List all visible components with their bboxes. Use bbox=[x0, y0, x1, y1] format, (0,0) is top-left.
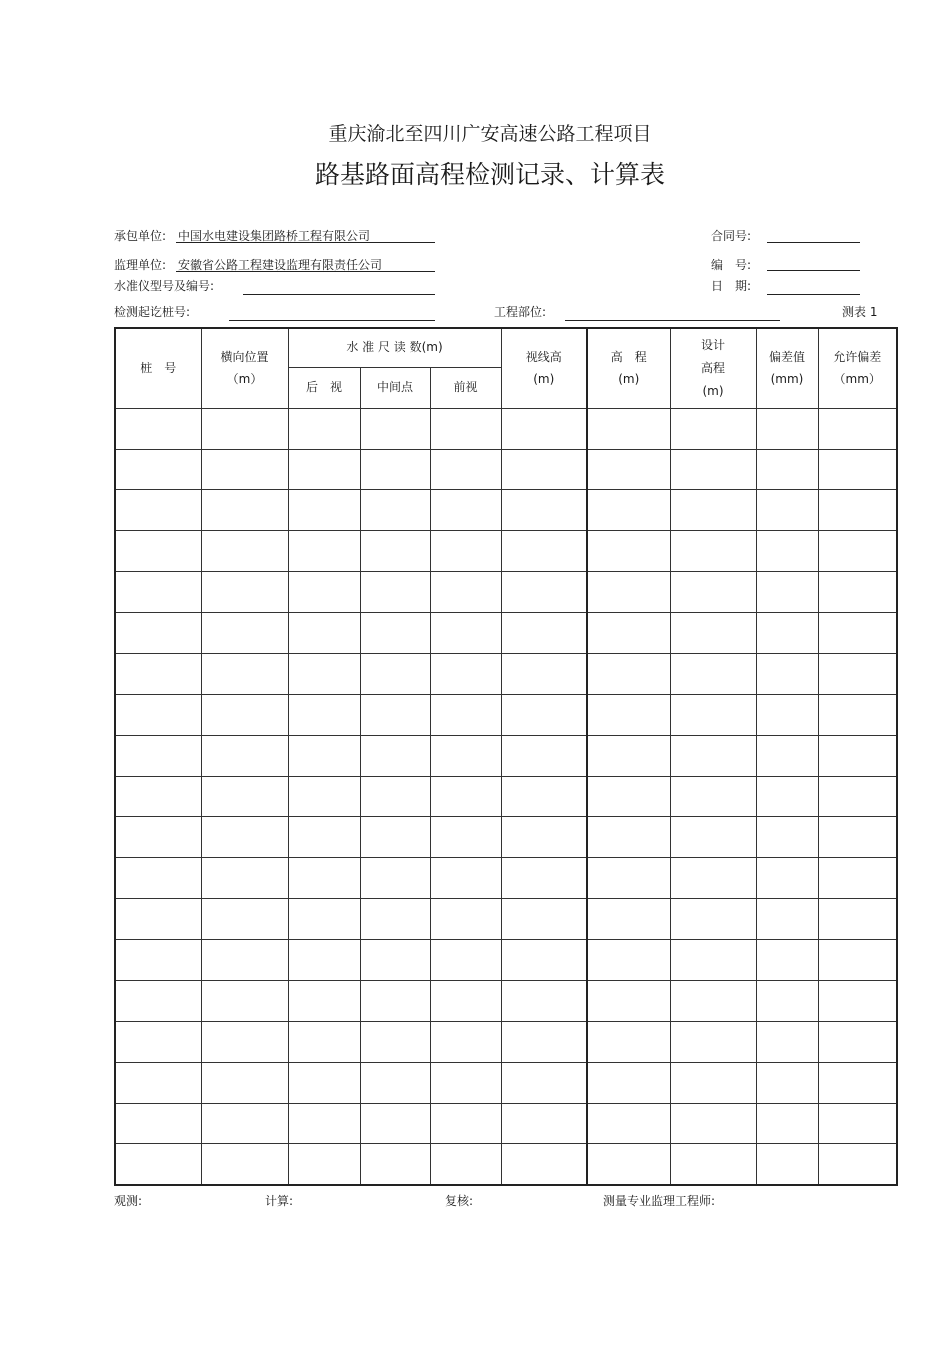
table-cell[interactable] bbox=[288, 940, 360, 981]
table-cell[interactable] bbox=[360, 1021, 430, 1062]
table-cell[interactable] bbox=[360, 449, 430, 490]
table-cell[interactable] bbox=[288, 490, 360, 531]
number-field[interactable] bbox=[767, 270, 860, 271]
table-cell[interactable] bbox=[756, 735, 818, 776]
table-cell[interactable] bbox=[501, 490, 587, 531]
table-cell[interactable] bbox=[430, 735, 501, 776]
table-cell[interactable] bbox=[670, 858, 756, 899]
table-cell[interactable] bbox=[756, 980, 818, 1021]
table-cell[interactable] bbox=[360, 735, 430, 776]
table-cell[interactable] bbox=[201, 408, 288, 449]
table-cell[interactable] bbox=[201, 1021, 288, 1062]
engineer-label: 测量专业监理工程师: bbox=[603, 1194, 716, 1208]
table-cell[interactable] bbox=[501, 940, 587, 981]
table-cell[interactable] bbox=[288, 776, 360, 817]
table-cell[interactable] bbox=[360, 531, 430, 572]
table-cell[interactable] bbox=[360, 694, 430, 735]
table-cell[interactable] bbox=[430, 776, 501, 817]
header-elevation: 高 程 (m) bbox=[587, 328, 670, 408]
calculator-label: 计算: bbox=[265, 1194, 294, 1208]
table-row bbox=[115, 449, 897, 490]
table-cell[interactable] bbox=[360, 1062, 430, 1103]
table-cell[interactable] bbox=[818, 899, 897, 940]
supervisor-label: 监理单位: bbox=[114, 258, 167, 272]
table-cell[interactable] bbox=[288, 694, 360, 735]
table-cell[interactable] bbox=[587, 858, 670, 899]
table-cell[interactable] bbox=[756, 1021, 818, 1062]
date-field[interactable] bbox=[767, 294, 860, 295]
table-cell[interactable] bbox=[288, 1021, 360, 1062]
table-cell[interactable] bbox=[360, 899, 430, 940]
table-cell[interactable] bbox=[818, 408, 897, 449]
table-cell[interactable] bbox=[501, 1144, 587, 1185]
table-row bbox=[115, 899, 897, 940]
table-cell[interactable] bbox=[587, 940, 670, 981]
table-cell[interactable] bbox=[818, 980, 897, 1021]
table-cell[interactable] bbox=[818, 653, 897, 694]
table-cell[interactable] bbox=[201, 490, 288, 531]
table-cell[interactable] bbox=[201, 449, 288, 490]
table-row bbox=[115, 980, 897, 1021]
table-cell[interactable] bbox=[756, 653, 818, 694]
table-cell[interactable] bbox=[201, 531, 288, 572]
table-cell[interactable] bbox=[670, 613, 756, 654]
table-cell[interactable] bbox=[501, 449, 587, 490]
table-cell[interactable] bbox=[670, 653, 756, 694]
contractor-underline bbox=[176, 242, 435, 243]
table-cell[interactable] bbox=[201, 572, 288, 613]
table-cell[interactable] bbox=[818, 1062, 897, 1103]
table-cell[interactable] bbox=[670, 1103, 756, 1144]
table-cell[interactable] bbox=[587, 776, 670, 817]
table-cell[interactable] bbox=[360, 776, 430, 817]
table-cell[interactable] bbox=[501, 817, 587, 858]
table-cell[interactable] bbox=[288, 735, 360, 776]
table-cell[interactable] bbox=[288, 899, 360, 940]
table-cell[interactable] bbox=[501, 776, 587, 817]
project-name: 重庆渝北至四川广安高速公路工程项目 bbox=[328, 123, 652, 145]
table-cell[interactable] bbox=[587, 1062, 670, 1103]
table-cell[interactable] bbox=[587, 1144, 670, 1185]
table-cell[interactable] bbox=[818, 940, 897, 981]
station-range-field[interactable] bbox=[229, 320, 435, 321]
table-cell[interactable] bbox=[201, 776, 288, 817]
table-cell[interactable] bbox=[501, 572, 587, 613]
table-cell[interactable] bbox=[201, 653, 288, 694]
table-cell[interactable] bbox=[501, 1021, 587, 1062]
level-label: 水准仪型号及编号: bbox=[114, 279, 215, 293]
header-backsight: 后 视 bbox=[288, 367, 360, 408]
table-cell[interactable] bbox=[115, 1062, 201, 1103]
table-body bbox=[115, 328, 897, 1185]
table-cell[interactable] bbox=[818, 1103, 897, 1144]
table-cell[interactable] bbox=[201, 1103, 288, 1144]
table-cell[interactable] bbox=[670, 449, 756, 490]
table-cell[interactable] bbox=[288, 817, 360, 858]
table-cell[interactable] bbox=[115, 817, 201, 858]
header-intermediate: 中间点 bbox=[360, 367, 430, 408]
table-cell[interactable] bbox=[201, 613, 288, 654]
table-cell[interactable] bbox=[756, 490, 818, 531]
table-cell[interactable] bbox=[501, 694, 587, 735]
table-cell[interactable] bbox=[670, 1062, 756, 1103]
table-cell[interactable] bbox=[430, 899, 501, 940]
table-cell[interactable] bbox=[818, 817, 897, 858]
table-cell[interactable] bbox=[501, 980, 587, 1021]
table-cell[interactable] bbox=[201, 735, 288, 776]
table-cell[interactable] bbox=[360, 572, 430, 613]
table-cell[interactable] bbox=[756, 776, 818, 817]
table-cell[interactable] bbox=[670, 694, 756, 735]
table-cell[interactable] bbox=[756, 817, 818, 858]
table-cell[interactable] bbox=[360, 613, 430, 654]
table-cell[interactable] bbox=[818, 858, 897, 899]
table-cell[interactable] bbox=[288, 613, 360, 654]
table-cell[interactable] bbox=[430, 1062, 501, 1103]
header-deviation: 偏差值 (mm) bbox=[756, 328, 818, 408]
table-cell[interactable] bbox=[501, 613, 587, 654]
table-cell[interactable] bbox=[201, 980, 288, 1021]
table-cell[interactable] bbox=[360, 817, 430, 858]
table-cell[interactable] bbox=[501, 1103, 587, 1144]
table-cell[interactable] bbox=[587, 1021, 670, 1062]
table-cell[interactable] bbox=[430, 980, 501, 1021]
table-cell[interactable] bbox=[115, 694, 201, 735]
table-cell[interactable] bbox=[430, 1103, 501, 1144]
header-sightline: 视线高 (m) bbox=[501, 328, 587, 408]
table-cell[interactable] bbox=[818, 449, 897, 490]
contract-no-label: 合同号: bbox=[711, 229, 752, 243]
table-cell[interactable] bbox=[587, 899, 670, 940]
table-row bbox=[115, 531, 897, 572]
table-cell[interactable] bbox=[288, 858, 360, 899]
table-cell[interactable] bbox=[670, 940, 756, 981]
level-field[interactable] bbox=[243, 294, 435, 295]
table-cell[interactable] bbox=[201, 1144, 288, 1185]
table-cell[interactable] bbox=[670, 980, 756, 1021]
table-cell[interactable] bbox=[670, 490, 756, 531]
table-cell[interactable] bbox=[501, 408, 587, 449]
table-row bbox=[115, 408, 897, 449]
table-cell[interactable] bbox=[430, 694, 501, 735]
table-cell[interactable] bbox=[587, 817, 670, 858]
table-cell[interactable] bbox=[360, 980, 430, 1021]
table-cell[interactable] bbox=[587, 694, 670, 735]
number-label: 编 号: bbox=[711, 258, 752, 272]
table-cell[interactable] bbox=[360, 940, 430, 981]
table-cell[interactable] bbox=[360, 490, 430, 531]
table-cell[interactable] bbox=[587, 735, 670, 776]
table-cell[interactable] bbox=[115, 613, 201, 654]
table-cell[interactable] bbox=[115, 449, 201, 490]
table-cell[interactable] bbox=[818, 531, 897, 572]
table-cell[interactable] bbox=[115, 899, 201, 940]
table-cell[interactable] bbox=[756, 694, 818, 735]
table-cell[interactable] bbox=[360, 858, 430, 899]
table-cell[interactable] bbox=[201, 899, 288, 940]
table-cell[interactable] bbox=[501, 1062, 587, 1103]
table-cell[interactable] bbox=[670, 572, 756, 613]
table-cell[interactable] bbox=[201, 858, 288, 899]
table-cell[interactable] bbox=[670, 1021, 756, 1062]
table-cell[interactable] bbox=[501, 735, 587, 776]
table-cell[interactable] bbox=[201, 817, 288, 858]
header-design-elevation: 设计 高程 (m) bbox=[670, 328, 756, 408]
table-cell[interactable] bbox=[288, 531, 360, 572]
observer-label: 观测: bbox=[114, 1194, 143, 1208]
table-row bbox=[115, 858, 897, 899]
table-cell[interactable] bbox=[756, 1144, 818, 1185]
table-row bbox=[115, 1021, 897, 1062]
table-row bbox=[115, 735, 897, 776]
table-cell[interactable] bbox=[818, 1021, 897, 1062]
table-cell[interactable] bbox=[756, 858, 818, 899]
table-row bbox=[115, 694, 897, 735]
table-cell[interactable] bbox=[670, 735, 756, 776]
date-label: 日 期: bbox=[711, 279, 752, 293]
form-title: 路基路面高程检测记录、计算表 bbox=[314, 160, 665, 189]
elevation-table bbox=[114, 327, 898, 1186]
table-cell[interactable] bbox=[587, 980, 670, 1021]
table-cell[interactable] bbox=[115, 1021, 201, 1062]
table-cell[interactable] bbox=[115, 572, 201, 613]
table-cell[interactable] bbox=[201, 694, 288, 735]
table-cell[interactable] bbox=[818, 1144, 897, 1185]
table-cell[interactable] bbox=[430, 613, 501, 654]
table-cell[interactable] bbox=[756, 1062, 818, 1103]
table-cell[interactable] bbox=[430, 1144, 501, 1185]
table-cell[interactable] bbox=[115, 1103, 201, 1144]
table-cell[interactable] bbox=[360, 1103, 430, 1144]
table-cell[interactable] bbox=[501, 858, 587, 899]
table-cell[interactable] bbox=[756, 408, 818, 449]
table-cell[interactable] bbox=[818, 694, 897, 735]
table-cell[interactable] bbox=[756, 1103, 818, 1144]
station-range-label: 检测起讫桩号: bbox=[114, 305, 191, 319]
table-cell[interactable] bbox=[756, 899, 818, 940]
contract-no-field[interactable] bbox=[767, 242, 860, 243]
table-cell[interactable] bbox=[288, 1062, 360, 1103]
table-cell[interactable] bbox=[670, 899, 756, 940]
table-cell[interactable] bbox=[587, 613, 670, 654]
table-cell[interactable] bbox=[818, 613, 897, 654]
table-cell[interactable] bbox=[430, 490, 501, 531]
table-row bbox=[115, 1103, 897, 1144]
supervisor-underline bbox=[176, 271, 435, 272]
table-cell[interactable] bbox=[756, 940, 818, 981]
table-cell[interactable] bbox=[430, 817, 501, 858]
table-cell[interactable] bbox=[430, 531, 501, 572]
table-cell[interactable] bbox=[115, 490, 201, 531]
table-cell[interactable] bbox=[430, 572, 501, 613]
table-cell[interactable] bbox=[756, 531, 818, 572]
table-cell[interactable] bbox=[430, 408, 501, 449]
table-cell[interactable] bbox=[501, 653, 587, 694]
table-cell[interactable] bbox=[360, 653, 430, 694]
table-row bbox=[115, 817, 897, 858]
header-staff-reading: 水 准 尺 读 数(m) bbox=[288, 328, 501, 367]
table-cell[interactable] bbox=[288, 1103, 360, 1144]
table-cell[interactable] bbox=[587, 572, 670, 613]
table-cell[interactable] bbox=[756, 449, 818, 490]
supervisor-value: 安徽省公路工程建设监理有限责任公司 bbox=[178, 258, 383, 272]
table-cell[interactable] bbox=[587, 449, 670, 490]
table-cell[interactable] bbox=[670, 408, 756, 449]
table-cell[interactable] bbox=[115, 858, 201, 899]
table-cell[interactable] bbox=[756, 572, 818, 613]
table-cell[interactable] bbox=[670, 531, 756, 572]
table-cell[interactable] bbox=[115, 940, 201, 981]
header-lateral: 横向位置 （m） bbox=[201, 328, 288, 408]
table-cell[interactable] bbox=[818, 776, 897, 817]
table-cell[interactable] bbox=[818, 572, 897, 613]
table-cell[interactable] bbox=[288, 572, 360, 613]
work-part-label: 工程部位: bbox=[494, 305, 547, 319]
table-cell[interactable] bbox=[360, 1144, 430, 1185]
table-cell[interactable] bbox=[201, 1062, 288, 1103]
table-cell[interactable] bbox=[430, 449, 501, 490]
table-cell[interactable] bbox=[288, 653, 360, 694]
reviewer-label: 复核: bbox=[445, 1194, 474, 1208]
table-cell[interactable] bbox=[360, 408, 430, 449]
table-cell[interactable] bbox=[587, 490, 670, 531]
table-cell[interactable] bbox=[288, 408, 360, 449]
table-row bbox=[115, 776, 897, 817]
table-row bbox=[115, 653, 897, 694]
table-cell[interactable] bbox=[670, 776, 756, 817]
contractor-value: 中国水电建设集团路桥工程有限公司 bbox=[178, 229, 371, 243]
table-cell[interactable] bbox=[115, 980, 201, 1021]
table-row bbox=[115, 1062, 897, 1103]
table-cell[interactable] bbox=[670, 1144, 756, 1185]
table-cell[interactable] bbox=[756, 613, 818, 654]
table-cell[interactable] bbox=[115, 1144, 201, 1185]
table-cell[interactable] bbox=[501, 531, 587, 572]
table-cell[interactable] bbox=[115, 776, 201, 817]
table-row bbox=[115, 572, 897, 613]
table-cell[interactable] bbox=[670, 817, 756, 858]
table-row bbox=[115, 490, 897, 531]
table-cell[interactable] bbox=[818, 490, 897, 531]
form-number: 测表 1 bbox=[842, 305, 878, 319]
header-station: 桩 号 bbox=[115, 328, 201, 408]
table-cell[interactable] bbox=[430, 653, 501, 694]
table-row bbox=[115, 1144, 897, 1185]
table-cell[interactable] bbox=[587, 531, 670, 572]
table-cell[interactable] bbox=[587, 1103, 670, 1144]
table-cell[interactable] bbox=[587, 653, 670, 694]
table-cell[interactable] bbox=[288, 1144, 360, 1185]
table-cell[interactable] bbox=[115, 531, 201, 572]
table-cell[interactable] bbox=[288, 980, 360, 1021]
header-allowed-deviation: 允许偏差 （mm） bbox=[818, 328, 897, 408]
table-cell[interactable] bbox=[115, 408, 201, 449]
table-cell[interactable] bbox=[430, 1021, 501, 1062]
table-row bbox=[115, 613, 897, 654]
work-part-field[interactable] bbox=[565, 320, 780, 321]
header-foresight: 前视 bbox=[430, 367, 501, 408]
table-cell[interactable] bbox=[115, 653, 201, 694]
table-row bbox=[115, 940, 897, 981]
table-cell[interactable] bbox=[430, 940, 501, 981]
table-cell[interactable] bbox=[430, 858, 501, 899]
contractor-label: 承包单位: bbox=[114, 229, 167, 243]
table-cell[interactable] bbox=[288, 449, 360, 490]
header-row-1 bbox=[115, 328, 897, 367]
table-cell[interactable] bbox=[501, 899, 587, 940]
table-cell[interactable] bbox=[818, 735, 897, 776]
table-cell[interactable] bbox=[201, 940, 288, 981]
table-cell[interactable] bbox=[587, 408, 670, 449]
table-cell[interactable] bbox=[115, 735, 201, 776]
